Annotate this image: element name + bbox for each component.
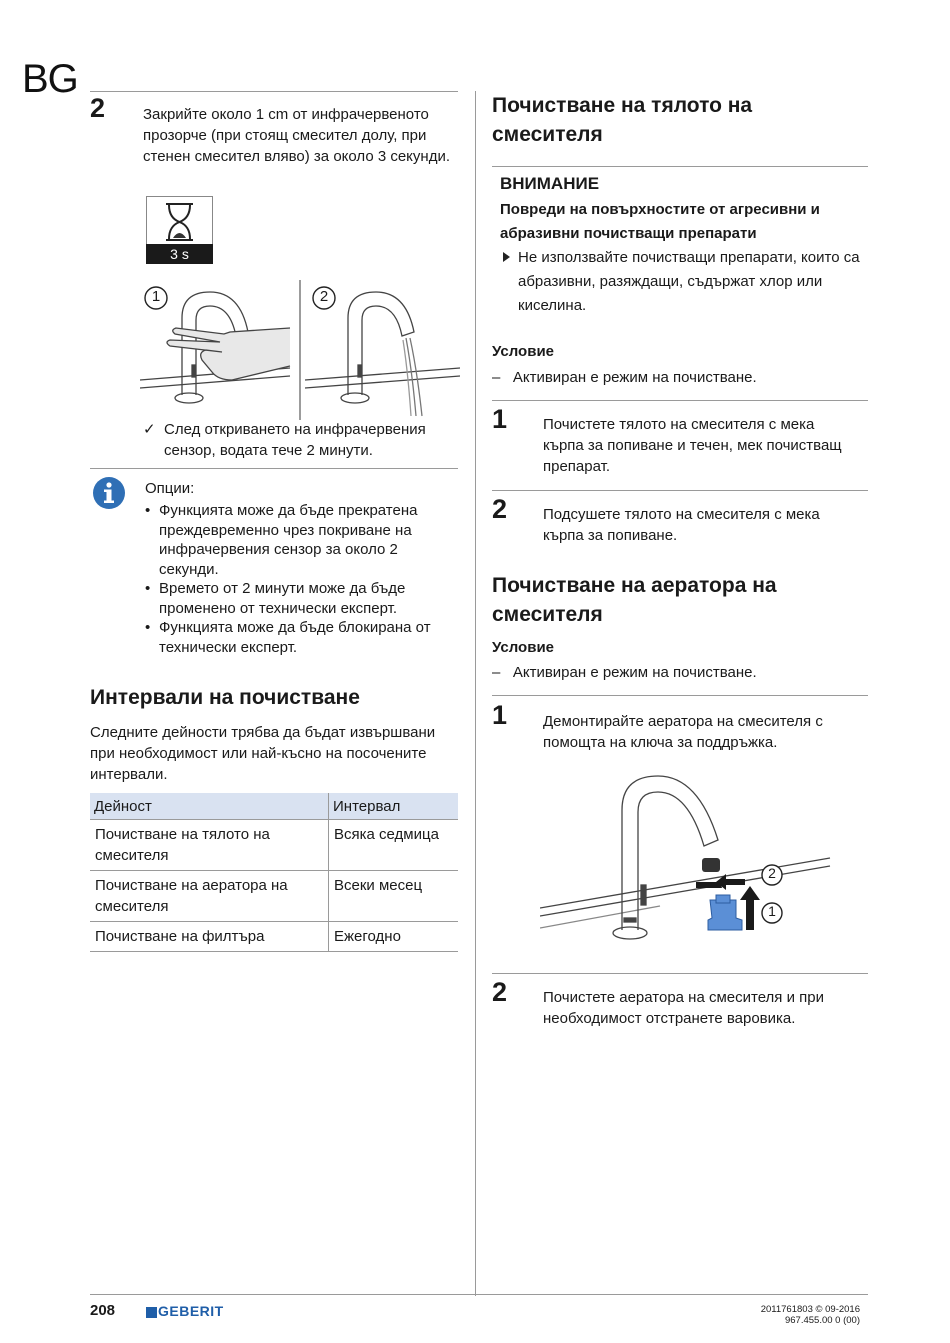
step-rule: [492, 400, 868, 401]
table-cell: Почистване на филтъра: [90, 922, 329, 952]
brand-mark-icon: [146, 1307, 157, 1318]
result-text: След откриването на инфрачервения сензор, водата тече 2 минути.: [164, 421, 426, 459]
step-text: Подсушете тялото на смесителя с мека кърпа за попиване.: [543, 506, 820, 544]
info-title: Опции:: [145, 480, 195, 497]
condition-label: Условие: [492, 639, 555, 656]
warning-item: Не използвайте почистващи препарати, които са абразивни, разяждащи, съдържат хлор или киселина.: [518, 249, 860, 314]
doc-reference: [700, 1304, 860, 1326]
page-number: 208: [90, 1302, 116, 1319]
step-rule: [492, 973, 868, 974]
step-number: 2: [492, 977, 508, 1007]
figure-label-1: 1: [151, 288, 161, 305]
language-code: BG: [22, 57, 78, 101]
step-number: 2: [492, 494, 508, 524]
table-cell: Всяка седмица: [329, 820, 459, 871]
top-rule-left: [90, 91, 458, 92]
check-icon: ✓: [143, 421, 156, 438]
doc-ref-line: 967.455.00 0 (00): [784, 1315, 860, 1326]
list-item: • Функцията може да бъде блокирана от технически експерт.: [145, 618, 457, 657]
timer-label: 3 s: [170, 246, 189, 262]
brand-logo: GEBERIT: [158, 1303, 224, 1319]
table-row: [90, 820, 458, 871]
step-text: Демонтирайте аератора на смесителя с помощта на ключа за поддръжка.: [543, 713, 823, 751]
step-number: 1: [492, 404, 508, 434]
table-header-interval: Интервал: [329, 793, 459, 820]
arrow-right-icon: [502, 250, 512, 262]
step-rule: [492, 695, 868, 696]
table-cell: Почистване на тялото на смесителя: [90, 820, 329, 871]
table-row: [90, 922, 458, 952]
list-item: • Функцията може да бъде прекратена преждевременно чрез покриване на инфрачервения сензор за около 2 секунди.: [145, 501, 457, 579]
intervals-table: [90, 793, 458, 952]
intervals-intro: Следните дейности трябва да бъдат извършвани при необходимост или най-късно на посочените интервали.: [90, 724, 436, 783]
figure-label-1: 1: [768, 903, 776, 919]
table-row: [90, 871, 458, 922]
step-rule: [492, 490, 868, 491]
table-cell: Всеки месец: [329, 871, 459, 922]
faucet-sensor-illustration: [140, 280, 460, 420]
condition-label: Условие: [492, 343, 555, 360]
table-header-activity: Дейност: [90, 793, 329, 820]
step-text: Почистете тялото на смесителя с мека кърпа за попиване и течен, мек почистващ препарат.: [543, 416, 842, 475]
section-heading-body-cleaning: Почистване на тялото на смесителя: [492, 94, 753, 146]
footer-rule: [90, 1294, 868, 1295]
step-text: Закрийте около 1 cm от инфрачервеното прозорче (при стоящ смесител долу, при стенен смесител вляво) за около 3 секунди.: [143, 106, 450, 165]
warning-rule: [492, 166, 868, 167]
table-cell: Ежегодно: [329, 922, 459, 952]
figure-label-2: 2: [319, 288, 329, 305]
warning-subtitle: Повреди на повърхностите от агресивни и абразивни почистващи препарати: [500, 201, 820, 242]
warning-title: ВНИМАНИЕ: [500, 174, 600, 193]
section-heading-intervals: Интервали на почистване: [90, 686, 360, 709]
doc-ref-line: 2011761803 © 09-2016: [760, 1304, 860, 1315]
condition-text: – Активиран е режим на почистване.: [492, 369, 757, 386]
list-item: • Времето от 2 минути може да бъде променено от технически експерт.: [145, 579, 457, 618]
section-heading-aerator-cleaning: Почистване на аератора на смесителя: [492, 574, 777, 626]
column-divider: [475, 91, 476, 1296]
info-icon: [92, 476, 126, 510]
step-number: 2: [90, 93, 106, 123]
aerator-removal-illustration: [540, 770, 840, 965]
table-cell: Почистване на аератора на смесителя: [90, 871, 329, 922]
condition-text: – Активиран е режим на почистване.: [492, 664, 757, 681]
step-number: 1: [492, 700, 508, 730]
step-text: Почистете аератора на смесителя и при необходимост отстранете варовика.: [543, 989, 824, 1027]
info-rule: [90, 468, 458, 469]
figure-label-2: 2: [768, 865, 776, 881]
info-list: [145, 501, 457, 657]
